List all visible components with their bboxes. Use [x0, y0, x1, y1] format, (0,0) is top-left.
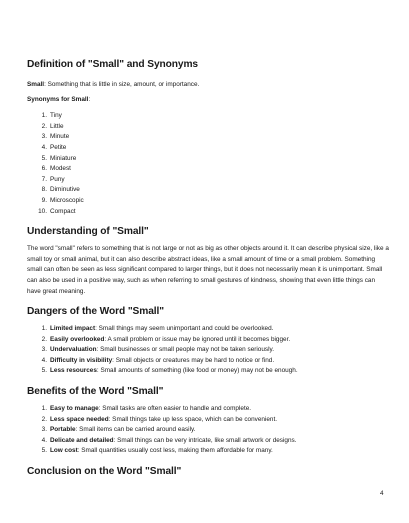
synonym-text: Tiny [50, 112, 62, 120]
dangers-list [27, 324, 389, 377]
synonym-text: Microscopic [50, 196, 84, 204]
list-item: 5. Low cost: Small quantities usually cost less, making them affordable for many. [41, 447, 273, 455]
list-item: 4. Petite [41, 143, 67, 151]
item-text: : Small items can be carried around easily. [75, 426, 196, 434]
list-item: 1. Tiny [41, 112, 62, 120]
item-text: : Small tasks are often easier to handle and complete. [98, 405, 252, 413]
synonyms-list [27, 111, 389, 217]
synonym-text: Little [50, 122, 64, 130]
item-label: Difficulty in visibility [50, 356, 113, 364]
list-item: 2. Less space needed: Small things take up less space, which can be convenient. [41, 415, 278, 423]
list-item: 9. Microscopic [41, 196, 84, 204]
item-label: Less space needed [50, 415, 109, 423]
item-text: : Small quantities usually cost less, making them affordable for many. [77, 447, 273, 455]
list-item: 7. Puny [41, 175, 65, 183]
page-content [27, 58, 389, 479]
list-item: 8. Diminutive [41, 186, 80, 194]
list-item: 3. Portable: Small items can be carried around easily. [41, 426, 196, 434]
definition-line [27, 80, 389, 91]
item-text: : Small things may seem unimportant and could be overlooked. [95, 325, 274, 333]
page-number: 4 [380, 490, 384, 497]
conclusion-heading: Conclusion on the Word "Small" [27, 466, 182, 478]
list-item: 6. Modest [41, 165, 71, 173]
synonym-text: Miniature [50, 154, 77, 162]
synonym-text: Minute [50, 133, 70, 141]
item-text: : Small things take up less space, which can be convenient. [108, 415, 278, 423]
benefits-heading: Benefits of the Word "Small" [27, 386, 164, 398]
list-item: 4. Delicate and detailed: Small things can be very intricate, like small artwork or designs. [41, 436, 297, 444]
list-item: 4. Difficulty in visibility: Small objects or creatures may be hard to notice or find. [41, 356, 275, 364]
benefits-list [27, 404, 389, 457]
understanding-heading: Understanding of "Small" [27, 226, 149, 238]
list-item: 3. Minute [41, 133, 70, 141]
synonym-text: Modest [50, 165, 71, 173]
item-label: Easy to manage [50, 405, 99, 413]
item-label: Less resources [50, 367, 97, 375]
item-text: : Small amounts of something (like food or money) may not be enough. [96, 367, 298, 375]
item-text: : A small problem or issue may be ignored until it becomes bigger. [104, 335, 291, 343]
item-text: : Small things can be very intricate, like small artwork or designs. [113, 436, 297, 444]
list-item: 2. Little [41, 122, 64, 130]
item-text: : Small objects or creatures may be hard to notice or find. [112, 356, 275, 364]
synonyms-colon: : [88, 95, 91, 103]
definition-heading: Definition of "Small" and Synonyms [27, 59, 198, 70]
synonym-text: Compact [50, 207, 76, 215]
dangers-heading: Dangers of the Word "Small" [27, 306, 164, 318]
list-item: 2. Easily overlooked: A small problem or issue may be ignored until it becomes bigger. [41, 335, 291, 343]
item-label: Undervaluation [50, 346, 97, 354]
list-item: 5. Less resources: Small amounts of something (like food or money) may not be enough. [41, 367, 298, 375]
item-label: Delicate and detailed [50, 436, 114, 444]
list-item: 3. Undervaluation: Small businesses or small people may not be taken seriously. [41, 346, 275, 354]
item-label: Low cost [50, 447, 78, 455]
synonyms-label-line [27, 95, 389, 106]
definition-term: Small [27, 81, 45, 88]
synonym-text: Petite [50, 143, 67, 151]
definition-text: : Something that is little in size, amount, or importance. [44, 81, 200, 88]
item-label: Portable [50, 426, 76, 434]
item-text: : Small businesses or small people may not be taken seriously. [96, 346, 275, 354]
synonym-text: Puny [50, 175, 65, 183]
list-item: 5. Miniature [41, 154, 77, 162]
synonyms-label: Synonyms for [27, 95, 70, 103]
synonym-text: Diminutive [50, 186, 80, 194]
list-item: 10. Compact [38, 207, 76, 215]
list-item: 1. Easy to manage: Small tasks are often easier to handle and complete. [41, 405, 252, 413]
understanding-paragraph: The word "small" refers to something that is not large or not as big as other objects around it. It can describe physical size, like a small toy or small animal, but it can also describe abstract ideas, like a small amount of time or a small problem. Something small can often be seen as less significant compared to larger things, but it does not necessarily mean it is unimportant. Small can also be used in a positive way, such as when referring to small gestures of kindness, showing that even little things can have great meaning. [27, 245, 389, 295]
item-label: Limited impact [50, 325, 96, 333]
list-item: 1. Limited impact: Small things may seem unimportant and could be overlooked. [41, 325, 274, 333]
synonyms-term: Small [71, 95, 89, 103]
item-label: Easily overlooked [50, 335, 105, 343]
